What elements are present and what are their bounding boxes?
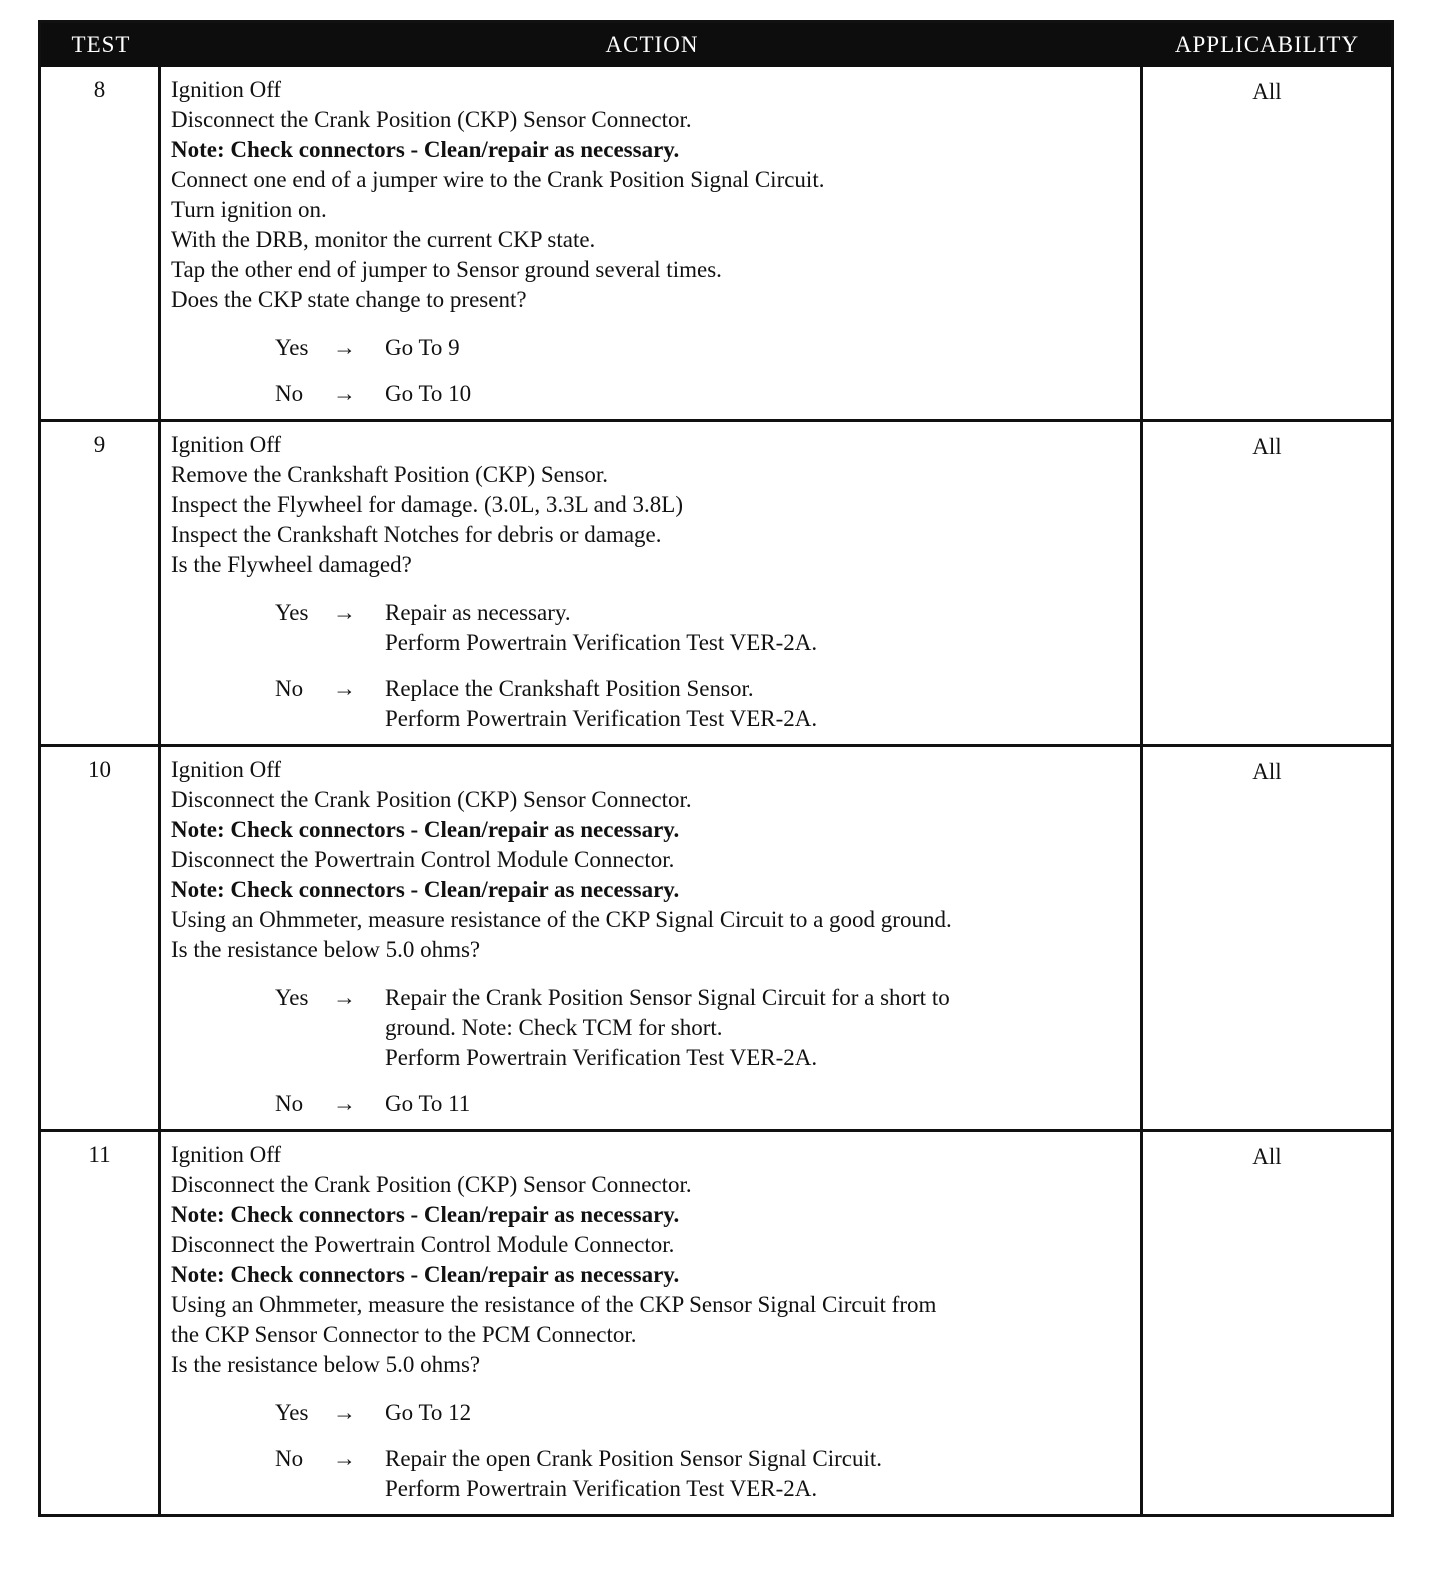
action-step: Ignition Off (171, 757, 282, 782)
applicability-cell: All (1252, 1144, 1282, 1169)
result-line: ground. Note: Check TCM for short. (385, 1015, 723, 1040)
table-body (41, 67, 1391, 1514)
answer-choices (171, 983, 1130, 1119)
right-arrow-icon: → (333, 600, 356, 625)
answer-choice (275, 379, 1130, 409)
answer-choice (275, 983, 1130, 1073)
answer-choice (275, 598, 1130, 658)
answer-label: No (275, 381, 304, 406)
applicability-cell: All (1252, 434, 1282, 459)
action-step: Disconnect the Crank Position (CKP) Sensor Connector. (171, 107, 692, 132)
answer-result (385, 379, 1130, 409)
answer-choice (275, 674, 1130, 734)
action-note: Note: Check connectors - Clean/repair as necessary. (171, 1262, 680, 1287)
table-row (41, 419, 1391, 744)
action-cell (161, 422, 1143, 744)
answer-result (385, 674, 1130, 734)
answer-label: Yes (275, 1400, 309, 1425)
answer-label: No (275, 1446, 304, 1471)
answer-result (385, 983, 1130, 1073)
diagnostic-table (38, 20, 1394, 1517)
header-action: ACTION (605, 32, 699, 57)
action-step: Disconnect the Crank Position (CKP) Sensor Connector. (171, 787, 692, 812)
action-note: Note: Check connectors - Clean/repair as necessary. (171, 1202, 680, 1227)
right-arrow-icon: → (333, 1091, 356, 1116)
table-row (41, 1129, 1391, 1514)
action-step: Using an Ohmmeter, measure resistance of the CKP Signal Circuit to a good ground. (171, 907, 952, 932)
test-number: 11 (41, 1132, 161, 1514)
test-number: 10 (41, 747, 161, 1129)
answer-result (385, 598, 1130, 658)
action-note: Note: Check connectors - Clean/repair as necessary. (171, 877, 680, 902)
answer-choices (171, 333, 1130, 409)
answer-result (385, 1089, 1130, 1119)
action-step: Ignition Off (171, 432, 282, 457)
applicability-cell: All (1252, 759, 1282, 784)
action-step: Tap the other end of jumper to Sensor ground several times. (171, 257, 722, 282)
right-arrow-icon: → (333, 381, 356, 406)
answer-choice (275, 333, 1130, 363)
action-step: Is the resistance below 5.0 ohms? (171, 1352, 481, 1377)
action-step: Ignition Off (171, 77, 282, 102)
answer-label: Yes (275, 600, 309, 625)
result-line: Repair the Crank Position Sensor Signal Circuit for a short to (385, 985, 950, 1010)
action-cell (161, 747, 1143, 1129)
action-cell (161, 1132, 1143, 1514)
action-step: Is the Flywheel damaged? (171, 552, 412, 577)
answer-choice (275, 1444, 1130, 1504)
action-note: Note: Check connectors - Clean/repair as necessary. (171, 817, 680, 842)
answer-result (385, 1398, 1130, 1428)
action-step: Inspect the Flywheel for damage. (3.0L, 3.3L and 3.8L) (171, 492, 684, 517)
result-line: Replace the Crankshaft Position Sensor. (385, 676, 754, 701)
action-step: Is the resistance below 5.0 ohms? (171, 937, 481, 962)
header-test: TEST (71, 32, 131, 57)
answer-result (385, 333, 1130, 363)
test-number: 8 (41, 67, 161, 419)
header-applicability: APPLICABILITY (1174, 32, 1360, 57)
action-step: the CKP Sensor Connector to the PCM Connector. (171, 1322, 637, 1347)
right-arrow-icon: → (333, 1446, 356, 1471)
result-line: Repair the open Crank Position Sensor Signal Circuit. (385, 1446, 883, 1471)
action-step: Connect one end of a jumper wire to the Crank Position Signal Circuit. (171, 167, 825, 192)
answer-choice (275, 1398, 1130, 1428)
right-arrow-icon: → (333, 676, 356, 701)
answer-choices (171, 1398, 1130, 1504)
result-line: Go To 12 (385, 1400, 472, 1425)
test-number: 9 (41, 422, 161, 744)
result-line: Go To 11 (385, 1091, 471, 1116)
result-line: Perform Powertrain Verification Test VER-2A. (385, 706, 818, 731)
result-line: Go To 10 (385, 381, 472, 406)
action-step: Using an Ohmmeter, measure the resistance of the CKP Sensor Signal Circuit from (171, 1292, 937, 1317)
table-row (41, 744, 1391, 1129)
answer-label: No (275, 676, 304, 701)
action-step: Does the CKP state change to present? (171, 287, 527, 312)
action-step: Remove the Crankshaft Position (CKP) Sensor. (171, 462, 608, 487)
action-step: Disconnect the Powertrain Control Module Connector. (171, 1232, 675, 1257)
action-step: Disconnect the Powertrain Control Module Connector. (171, 847, 675, 872)
action-step: With the DRB, monitor the current CKP state. (171, 227, 596, 252)
answer-label: Yes (275, 985, 309, 1010)
action-note: Note: Check connectors - Clean/repair as necessary. (171, 137, 680, 162)
answer-choices (171, 598, 1130, 734)
answer-label: No (275, 1091, 304, 1116)
right-arrow-icon: → (333, 985, 356, 1010)
answer-result (385, 1444, 1130, 1504)
table-row (41, 67, 1391, 419)
action-step: Ignition Off (171, 1142, 282, 1167)
applicability-cell: All (1252, 79, 1282, 104)
result-line: Repair as necessary. (385, 600, 571, 625)
right-arrow-icon: → (333, 1400, 356, 1425)
result-line: Perform Powertrain Verification Test VER-2A. (385, 1476, 818, 1501)
action-step: Inspect the Crankshaft Notches for debris or damage. (171, 522, 662, 547)
answer-choice (275, 1089, 1130, 1119)
result-line: Perform Powertrain Verification Test VER-2A. (385, 630, 818, 655)
result-line: Perform Powertrain Verification Test VER-2A. (385, 1045, 818, 1070)
action-step: Disconnect the Crank Position (CKP) Sensor Connector. (171, 1172, 692, 1197)
action-cell (161, 67, 1143, 419)
right-arrow-icon: → (333, 335, 356, 360)
table-header (41, 23, 1391, 67)
result-line: Go To 9 (385, 335, 460, 360)
answer-label: Yes (275, 335, 309, 360)
action-step: Turn ignition on. (171, 197, 327, 222)
